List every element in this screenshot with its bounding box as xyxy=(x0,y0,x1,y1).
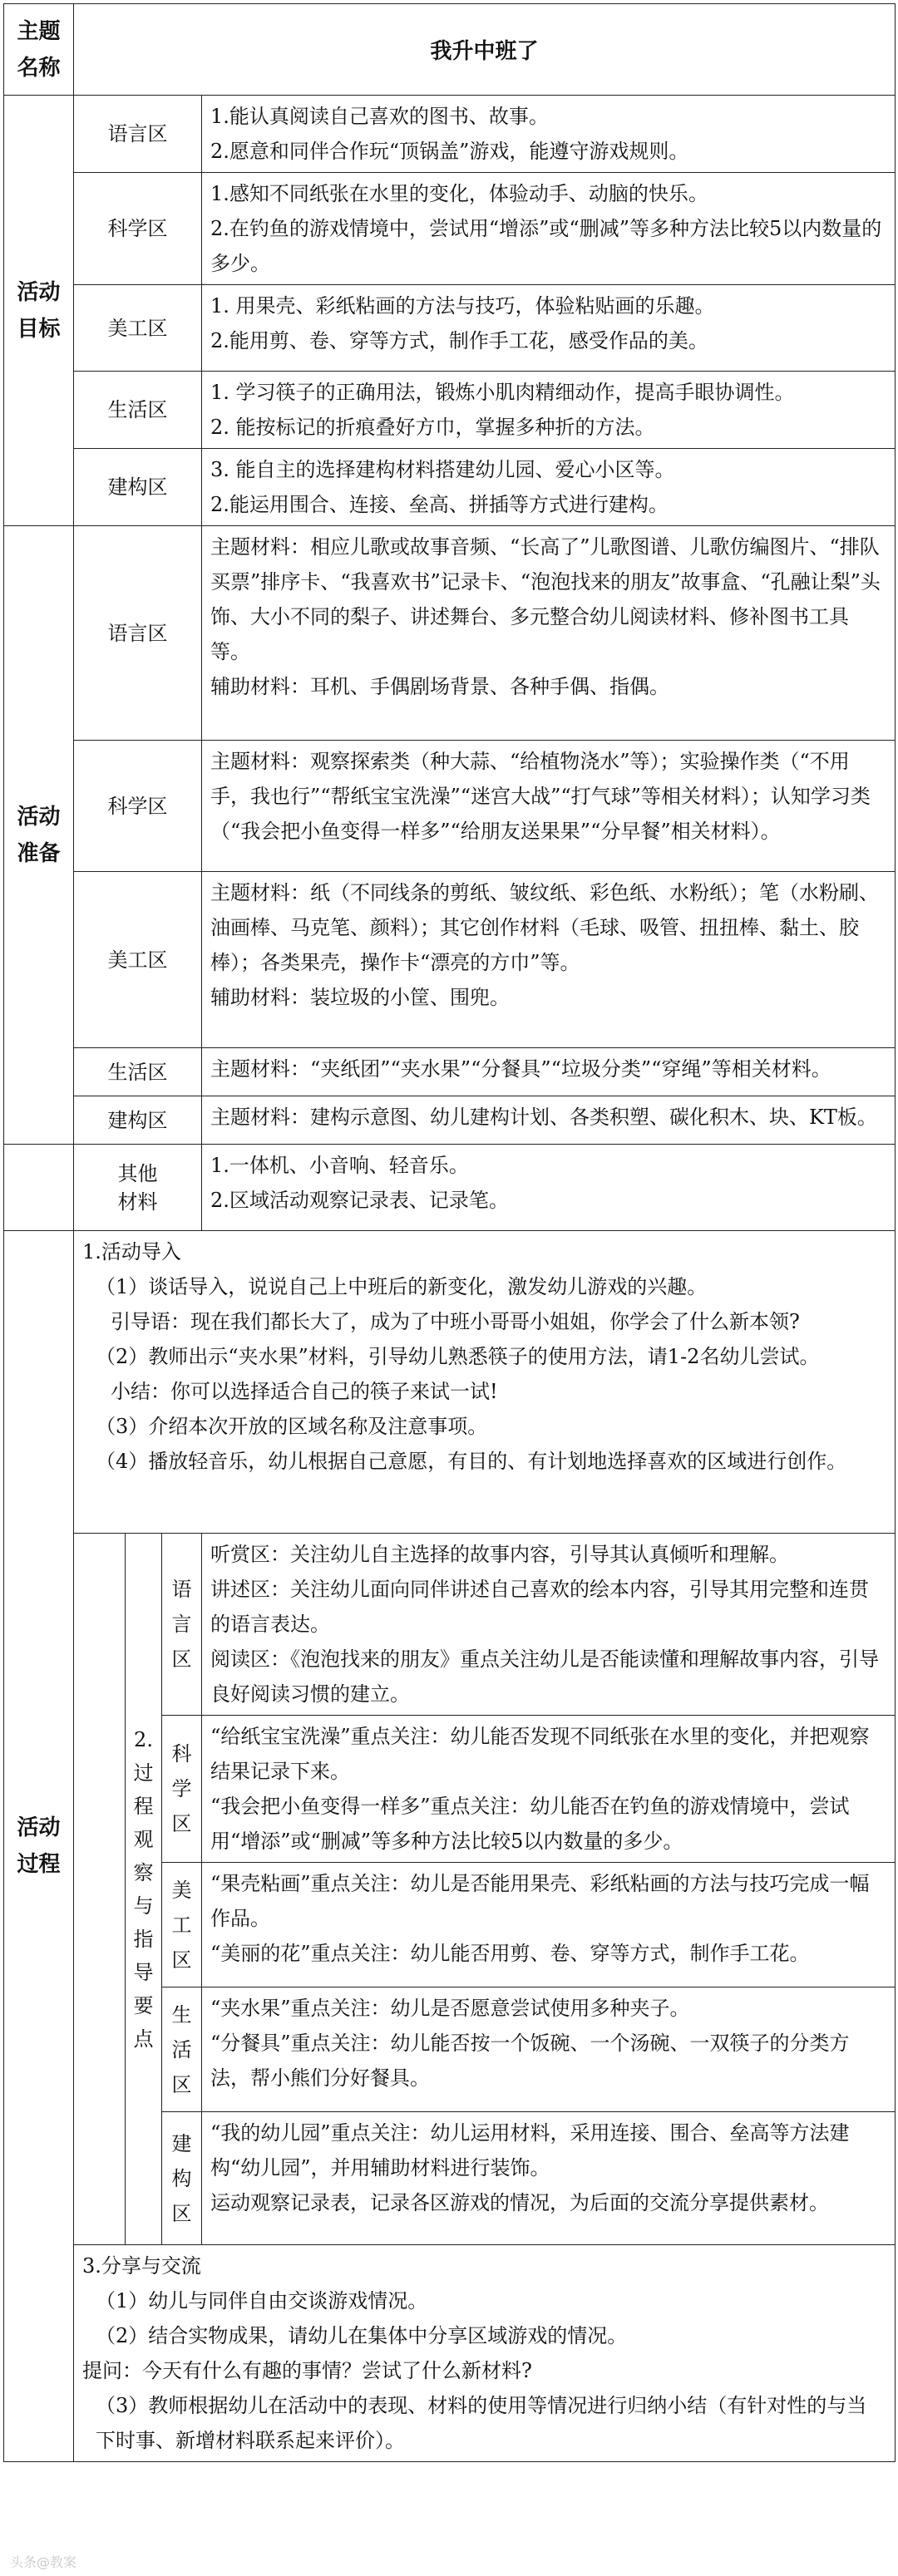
observe-area-name: 美 工 区 xyxy=(162,1863,202,1987)
prep-row xyxy=(4,1096,896,1145)
goal-area-content: 1.感知不同纸张在水里的变化，体验动手、动脑的快乐。 2.在钓鱼的游戏情境中，尝试用“增添”或“删减”等多种方法比较5以内数量的多少。 xyxy=(202,173,896,285)
prep-row xyxy=(4,872,896,1048)
observe-row xyxy=(4,1534,896,1716)
observe-area-content: “我的幼儿园”重点关注：幼儿运用材料，采用连接、围合、垒高等方法建构“幼儿园”，并用辅助材料进行装饰。 运动观察记录表，记录各区游戏的情况，为后面的交流分享提供素材。 xyxy=(202,2112,896,2245)
header-row xyxy=(4,4,896,96)
other-materials-row xyxy=(4,1145,896,1231)
other-materials-content: 1.一体机、小音响、轻音乐。 2.区域活动观察记录表、记录笔。 xyxy=(202,1145,896,1231)
prep-area-content: 主题材料：“夹纸团”“夹水果”“分餐具”“垃圾分类”“穿绳”等相关材料。 xyxy=(202,1048,896,1096)
observe-area-content: 听赏区：关注幼儿自主选择的故事内容，引导其认真倾听和理解。 讲述区：关注幼儿面向同伴讲述自己喜欢的绘本内容，引导其用完整和连贯的语言表达。 阅读区：《泡泡找来的朋友》重点关注幼儿是否能读懂和理解故事内容，引导良好阅读习惯的建立。 xyxy=(202,1534,896,1716)
prep-area-name: 科学区 xyxy=(74,741,202,872)
topic-label-line1: 主题 xyxy=(17,18,61,44)
goal-area-name: 生活区 xyxy=(74,372,202,449)
goals-section-label: 活动 目标 xyxy=(4,96,74,526)
observe-area-name: 科 学 区 xyxy=(162,1716,202,1863)
share-content: 3.分享与交流 （1）幼儿与同伴自由交谈游戏情况。 （2）结合实物成果，请幼儿在集体中分享区域游戏的情况。 提问：今天有什么有趣的事情？尝试了什么新材料? （3）教师根据幼儿在活动中的表现、材料的使用等情况进行归纳小结（有针对性的与当下时事、新增材料联系起来评价）。 xyxy=(74,2245,896,2462)
process-section-label: 活动 过程 xyxy=(4,1231,74,2462)
goal-area-name: 美工区 xyxy=(74,285,202,372)
prep-area-content: 主题材料：观察探索类（种大蒜、“给植物浇水”等）；实验操作类（“不用手，我也行”“帮纸宝宝洗澡”“迷宫大战”“打气球”等相关材料）；认知学习类（“我会把小鱼变得一样多”“给朋友送果果”“分早餐”相关材料）。 xyxy=(202,741,896,872)
goal-area-name: 语言区 xyxy=(74,96,202,173)
goal-area-content: 3. 能自主的选择建构材料搭建幼儿园、爱心小区等。 2.能运用围合、连接、垒高、拼插等方式进行建构。 xyxy=(202,449,896,526)
observe-area-content: “夹水果”重点关注：幼儿是否愿意尝试使用多种夹子。 “分餐具”重点关注：幼儿能否按一个饭碗、一个汤碗、一双筷子的分类方法，帮小熊们分好餐具。 xyxy=(202,1987,896,2112)
prep-area-content: 主题材料：纸（不同线条的剪纸、皱纹纸、彩色纸、水粉纸）；笔（水粉刷、油画棒、马克笔、颜料）；其它创作材料（毛球、吸管、扭扭棒、黏土、胶棒）；各类果壳，操作卡“漂亮的方巾”等。 辅助材料：装垃圾的小筐、围兜。 xyxy=(202,872,896,1048)
other-materials-blank xyxy=(4,1145,74,1231)
goal-area-name: 科学区 xyxy=(74,173,202,285)
prep-row xyxy=(4,1048,896,1096)
share-row xyxy=(4,2245,896,2462)
prep-area-content: 主题材料：相应儿歌或故事音频、“长高了”儿歌图谱、儿歌仿编图片、“排队买票”排序卡、“我喜欢书”记录卡、“泡泡找来的朋友”故事盒、“孔融让梨”头饰、大小不同的梨子、讲述舞台、多元整合幼儿阅读材料、修补图书工具等。 辅助材料：耳机、手偶剧场背景、各种手偶、指偶。 xyxy=(202,526,896,741)
goal-area-content: 1.能认真阅读自己喜欢的图书、故事。 2.愿意和同伴合作玩“顶锅盖”游戏，能遵守游戏规则。 xyxy=(202,96,896,173)
observe-area-name: 建 构 区 xyxy=(162,2112,202,2245)
goals-row xyxy=(4,173,896,285)
topic-label-line2: 名称 xyxy=(17,55,61,81)
goal-area-name: 建构区 xyxy=(74,449,202,526)
prep-area-name: 语言区 xyxy=(74,526,202,741)
observe-area-name: 语 言 区 xyxy=(162,1534,202,1716)
observe-label: 2. 过 程 观 察 与 指 导 要 点 xyxy=(126,1534,162,2245)
goals-row xyxy=(4,372,896,449)
prep-row xyxy=(4,741,896,872)
lesson-plan-table xyxy=(3,3,896,2462)
prep-area-name: 生活区 xyxy=(74,1048,202,1096)
goal-area-content: 1. 学习筷子的正确用法，锻炼小肌肉精细动作，提高手眼协调性。 2. 能按标记的折痕叠好方巾，掌握多种折的方法。 xyxy=(202,372,896,449)
prep-row xyxy=(4,526,896,741)
observe-area-content: “给纸宝宝洗澡”重点关注：幼儿能否发现不同纸张在水里的变化，并把观察结果记录下来。 “我会把小鱼变得一样多”重点关注：幼儿能否在钓鱼的游戏情境中，尝试用“增添”或“删减”等多种方法比较5以内数量的多少。 xyxy=(202,1716,896,1863)
topic-title: 我升中班了 xyxy=(74,4,896,96)
intro-row xyxy=(4,1231,896,1534)
prep-area-name: 美工区 xyxy=(74,872,202,1048)
prep-section-label: 活动 准备 xyxy=(4,526,74,1145)
topic-label-cell xyxy=(4,4,74,96)
other-materials-label: 其他 材料 xyxy=(74,1145,202,1231)
goals-row xyxy=(4,96,896,173)
goal-area-content: 1. 用果壳、彩纸粘画的方法与技巧，体验粘贴画的乐趣。 2.能用剪、卷、穿等方式，制作手工花，感受作品的美。 xyxy=(202,285,896,372)
goals-row xyxy=(4,449,896,526)
observe-left-blank xyxy=(74,1534,126,2245)
observe-area-name: 生 活 区 xyxy=(162,1987,202,2112)
prep-area-content: 主题材料：建构示意图、幼儿建构计划、各类积塑、碳化积木、块、KT板。 xyxy=(202,1096,896,1145)
intro-content: 1.活动导入 （1）谈话导入，说说自己上中班后的新变化，激发幼儿游戏的兴趣。 引导语：现在我们都长大了，成为了中班小哥哥小姐姐，你学会了什么新本领? （2）教师出示“夹水果”材料，引导幼儿熟悉筷子的使用方法，请1-2名幼儿尝试。 小结：你可以选择适合自己的筷子来试一试! （3）介绍本次开放的区域名称及注意事项。 （4）播放轻音乐，幼儿根据自己意愿，有目的、有计划地选择喜欢的区域进行创作。 xyxy=(74,1231,896,1534)
goals-row xyxy=(4,285,896,372)
prep-area-name: 建构区 xyxy=(74,1096,202,1145)
watermark: 头条@教案 xyxy=(10,2554,77,2570)
observe-area-content: “果壳粘画”重点关注：幼儿是否能用果壳、彩纸粘画的方法与技巧完成一幅作品。 “美丽的花”重点关注：幼儿能否用剪、卷、穿等方式，制作手工花。 xyxy=(202,1863,896,1987)
